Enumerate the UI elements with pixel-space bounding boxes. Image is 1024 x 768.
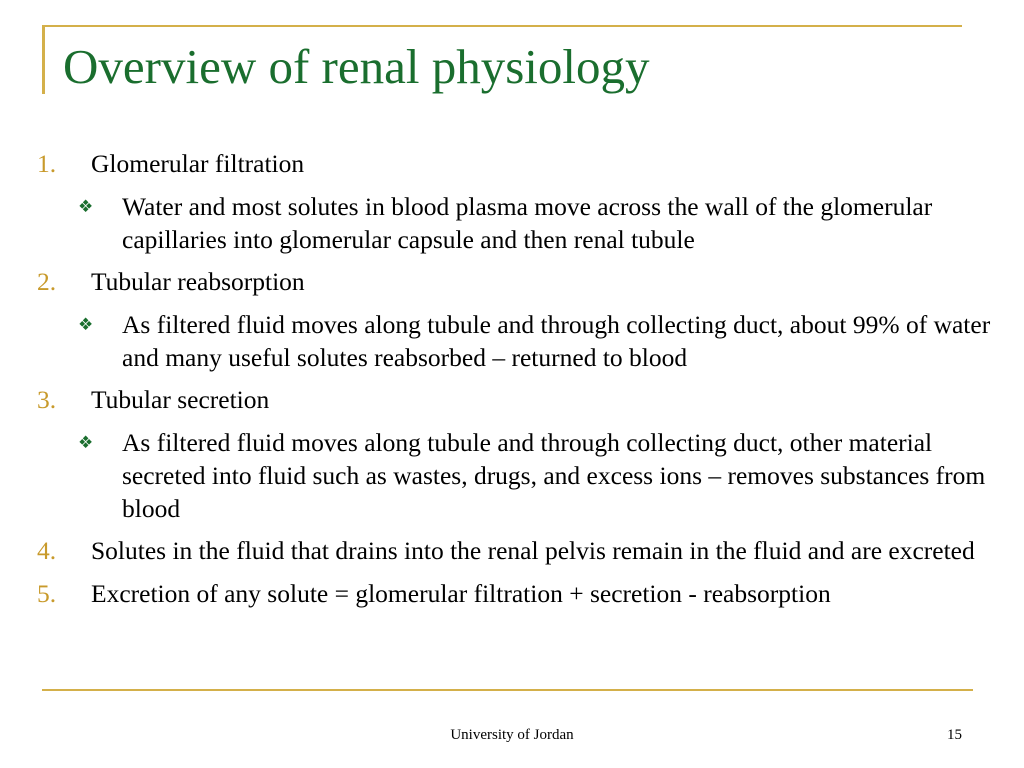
list-item-text: Tubular secretion	[91, 385, 270, 414]
slide-title: Overview of renal physiology	[63, 39, 650, 94]
diamond-dots-icon: ❖	[78, 197, 94, 216]
list-number: 3.	[37, 385, 57, 414]
list-item-2	[0, 265, 1024, 298]
diamond-dots-icon: ❖	[78, 315, 94, 334]
list-item-text: Solutes in the fluid that drains into the renal pelvis remain in the fluid and are excreted	[91, 536, 975, 565]
slide-content	[0, 147, 1024, 620]
list-number: 4.	[37, 536, 57, 565]
frame-bottom-line	[42, 689, 973, 691]
sub-bullet-1	[0, 190, 1024, 256]
page-number: 15	[947, 727, 962, 743]
list-item-1	[0, 147, 1024, 180]
sub-bullet-3	[0, 426, 1024, 525]
frame-top-line	[42, 25, 962, 27]
sub-bullet-text: Water and most solutes in blood plasma move across the wall of the glomerular capillaries into glomerular capsule and then renal tubule	[122, 192, 933, 254]
sub-bullet-text: As filtered fluid moves along tubule and through collecting duct, about 99% of water and many useful solutes reabsorbed – returned to blood	[122, 310, 991, 372]
list-number: 1.	[37, 149, 57, 178]
list-item-3	[0, 383, 1024, 416]
list-item-text: Excretion of any solute = glomerular filtration + secretion - reabsorption	[91, 579, 831, 608]
list-item-text: Tubular reabsorption	[91, 267, 305, 296]
list-number: 5.	[37, 579, 57, 608]
list-number: 2.	[37, 267, 57, 296]
list-item-text: Glomerular filtration	[91, 149, 305, 178]
frame-left-line	[42, 25, 45, 94]
list-item-4	[0, 534, 1024, 567]
list-item-5	[0, 577, 1024, 610]
footer-institution: University of Jordan	[450, 727, 574, 743]
sub-bullet-text: As filtered fluid moves along tubule and through collecting duct, other material secreted into fluid such as wastes, drugs, and excess ions – removes substances from blood	[122, 428, 986, 523]
diamond-dots-icon: ❖	[78, 433, 94, 452]
sub-bullet-2	[0, 308, 1024, 374]
